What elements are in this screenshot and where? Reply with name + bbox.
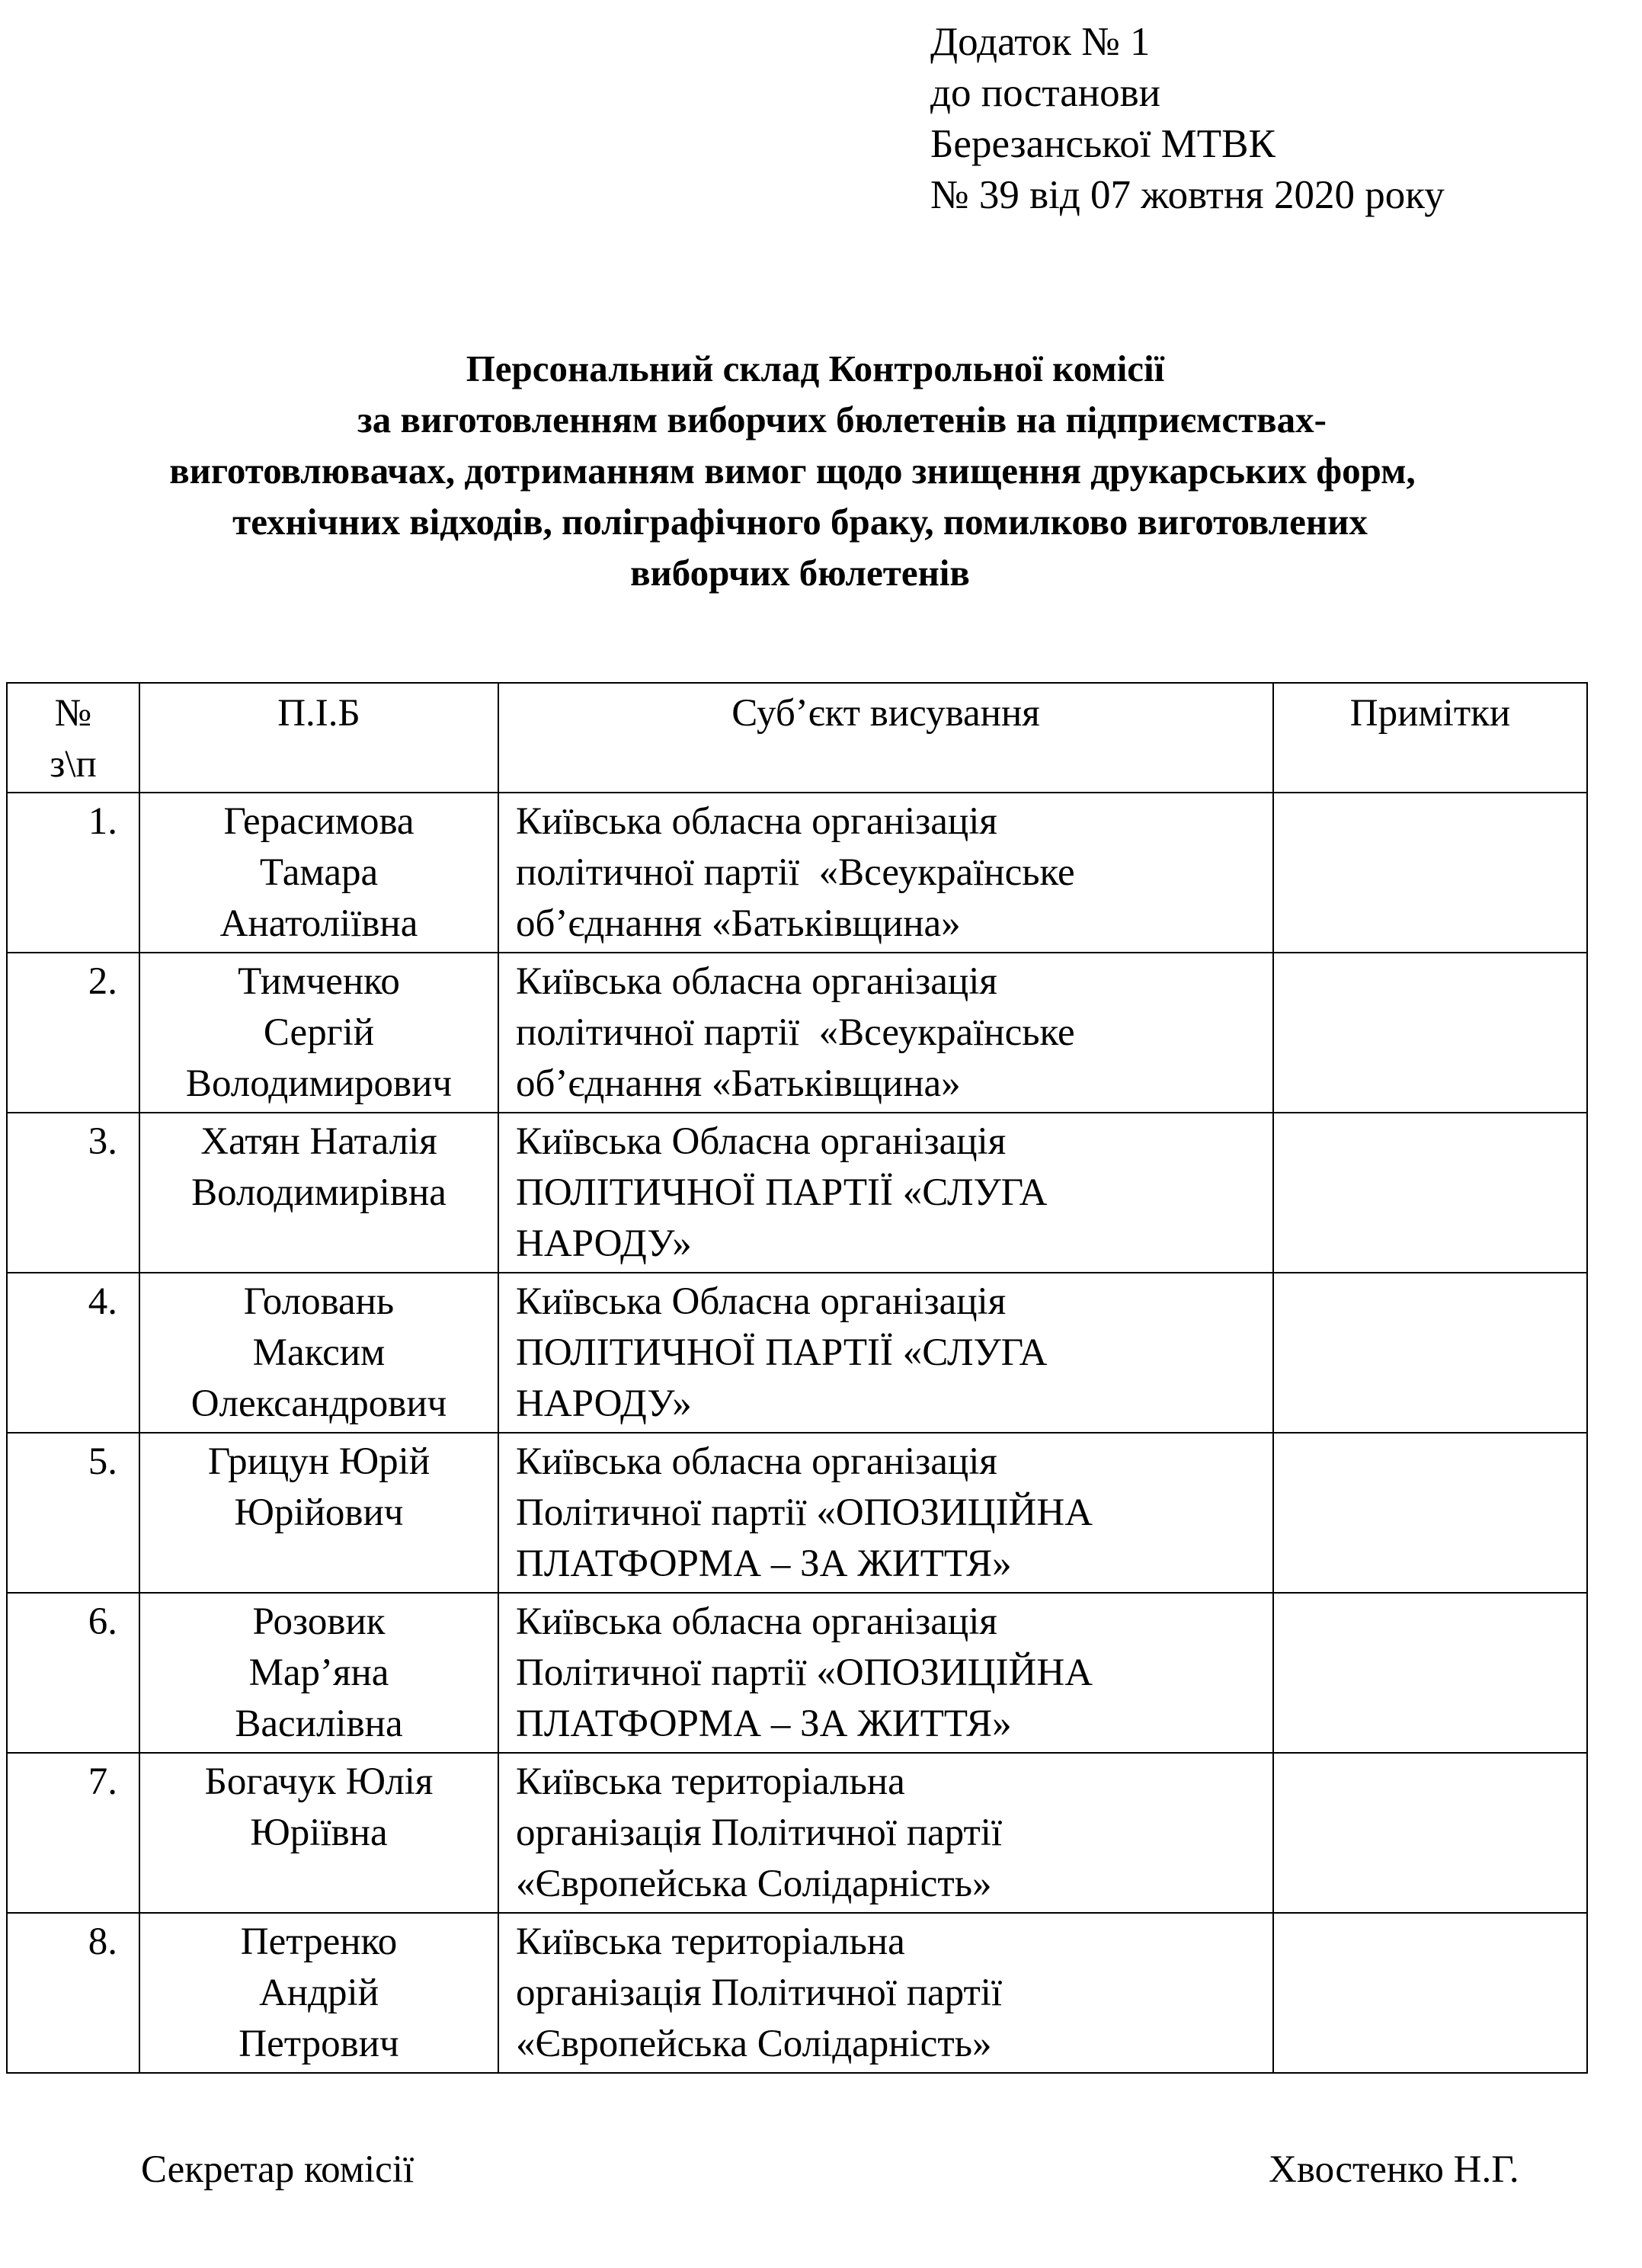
member-name-line: Тимченко	[238, 960, 400, 1003]
appendix-line: Березанської МТВК	[930, 122, 1276, 166]
row-notes	[1273, 1913, 1587, 2073]
table-row	[7, 953, 1587, 1113]
member-name-line: Петренко	[240, 1920, 398, 1963]
party-line: ПЛАТФОРМА – ЗА ЖИТТЯ»	[516, 1703, 1012, 1745]
member-name	[139, 1753, 498, 1913]
party-line: Київська Обласна організація	[516, 1120, 1007, 1163]
member-name-line: Хатян Наталія	[200, 1120, 437, 1163]
party-line: НАРОДУ»	[516, 1222, 692, 1265]
row-number: 5.	[7, 1433, 139, 1593]
party-line: політичної партії «Всеукраїнське	[516, 851, 1075, 894]
member-name	[139, 1113, 498, 1273]
nominating-party	[498, 1273, 1273, 1433]
table-row	[7, 1433, 1587, 1593]
row-notes	[1273, 1273, 1587, 1433]
member-name-line: Тамара	[259, 851, 379, 894]
member-name	[139, 1273, 498, 1433]
table-row	[7, 1913, 1587, 2073]
member-name-line: Василівна	[235, 1703, 403, 1745]
header-name: П.І.Б	[139, 683, 498, 793]
member-name-line: Юріївна	[250, 1812, 388, 1854]
party-line: об’єднання «Батьківщина»	[516, 1062, 961, 1105]
title-line: технічних відходів, поліграфічного браку, помилково виготовлених	[232, 501, 1368, 543]
members-table	[6, 682, 1588, 2074]
party-line: НАРОДУ»	[516, 1382, 692, 1425]
member-name	[139, 1433, 498, 1593]
nominating-party	[498, 793, 1273, 953]
header-notes: Примітки	[1273, 683, 1587, 793]
row-number: 4.	[7, 1273, 139, 1433]
row-notes	[1273, 1593, 1587, 1753]
member-name-line: Андрій	[258, 1972, 379, 2014]
member-name-line: Володимирівна	[191, 1171, 447, 1214]
row-notes	[1273, 793, 1587, 953]
header-number-line: №	[54, 692, 92, 735]
party-line: Київська обласна організація	[516, 960, 997, 1003]
nominating-party	[498, 1913, 1273, 2073]
party-line: організація Політичної партії	[516, 1972, 1003, 2014]
signature-role: Секретар комісії	[141, 2148, 415, 2191]
row-notes	[1273, 1433, 1587, 1593]
header-party: Суб’єкт висування	[498, 683, 1273, 793]
party-line: Київська Обласна організація	[516, 1280, 1007, 1323]
member-name-line: Богачук Юлія	[204, 1760, 434, 1803]
header-number-line: з\п	[50, 743, 97, 786]
member-name	[139, 1913, 498, 2073]
table-row	[7, 1273, 1587, 1433]
party-line: ПОЛІТИЧНОЇ ПАРТІЇ «СЛУГА	[516, 1171, 1048, 1214]
nominating-party	[498, 1593, 1273, 1753]
party-line: організація Політичної партії	[516, 1812, 1003, 1854]
member-name-line: Петрович	[238, 2023, 399, 2065]
row-number: 7.	[7, 1753, 139, 1913]
row-number: 3.	[7, 1113, 139, 1273]
party-line: об’єднання «Батьківщина»	[516, 902, 961, 945]
party-line: Політичної партії «ОПОЗИЦІЙНА	[516, 1491, 1093, 1534]
party-line: Київська обласна організація	[516, 800, 997, 843]
title-line: виборчих бюлетенів	[630, 552, 970, 594]
title-line: виготовлювачах, дотриманням вимог щодо знищення друкарських форм,	[169, 450, 1416, 492]
row-notes	[1273, 953, 1587, 1113]
member-name-line: Олександрович	[190, 1382, 447, 1425]
party-line: «Європейська Солідарність»	[516, 1863, 992, 1905]
document-title	[30, 343, 1554, 598]
party-line: ПЛАТФОРМА – ЗА ЖИТТЯ»	[516, 1542, 1012, 1585]
header-number	[7, 683, 139, 793]
row-number: 1.	[7, 793, 139, 953]
member-name	[139, 1593, 498, 1753]
party-line: Київська територіальна	[516, 1920, 905, 1963]
nominating-party	[498, 1753, 1273, 1913]
member-name-line: Мар’яна	[248, 1651, 389, 1694]
row-notes	[1273, 1753, 1587, 1913]
member-name-line: Володимирович	[185, 1062, 453, 1105]
table-row	[7, 1113, 1587, 1273]
party-line: «Європейська Солідарність»	[516, 2023, 992, 2065]
nominating-party	[498, 1113, 1273, 1273]
member-name	[139, 793, 498, 953]
row-number: 8.	[7, 1913, 139, 2073]
member-name-line: Сергій	[263, 1011, 375, 1054]
title-line: за виготовленням виборчих бюлетенів на підприємствах-	[357, 399, 1327, 440]
member-name-line: Грицун Юрій	[207, 1440, 431, 1483]
appendix-note	[930, 17, 1445, 221]
appendix-line: до постанови	[930, 71, 1161, 115]
member-name-line: Головань	[243, 1280, 395, 1323]
table-header-row	[7, 683, 1587, 793]
party-line: політичної партії «Всеукраїнське	[516, 1011, 1075, 1054]
member-name-line: Герасимова	[223, 800, 415, 843]
appendix-line: Додаток № 1	[930, 20, 1151, 64]
member-name-line: Юрійович	[234, 1491, 404, 1534]
member-name-line: Анатоліївна	[219, 902, 418, 945]
member-name-line: Максим	[252, 1331, 386, 1374]
member-name-line: Розовик	[252, 1600, 386, 1643]
member-name	[139, 953, 498, 1113]
party-line: Київська обласна організація	[516, 1440, 997, 1483]
signature-name: Хвостенко Н.Г.	[1269, 2148, 1519, 2191]
table-row	[7, 793, 1587, 953]
nominating-party	[498, 953, 1273, 1113]
table-row	[7, 1753, 1587, 1913]
row-number: 2.	[7, 953, 139, 1113]
row-notes	[1273, 1113, 1587, 1273]
party-line: Київська обласна організація	[516, 1600, 997, 1643]
party-line: Київська територіальна	[516, 1760, 905, 1803]
party-line: ПОЛІТИЧНОЇ ПАРТІЇ «СЛУГА	[516, 1331, 1048, 1374]
row-number: 6.	[7, 1593, 139, 1753]
party-line: Політичної партії «ОПОЗИЦІЙНА	[516, 1651, 1093, 1694]
appendix-line: № 39 від 07 жовтня 2020 року	[930, 173, 1445, 217]
title-line: Персональний склад Контрольної комісії	[466, 348, 1165, 389]
table-row	[7, 1593, 1587, 1753]
nominating-party	[498, 1433, 1273, 1593]
